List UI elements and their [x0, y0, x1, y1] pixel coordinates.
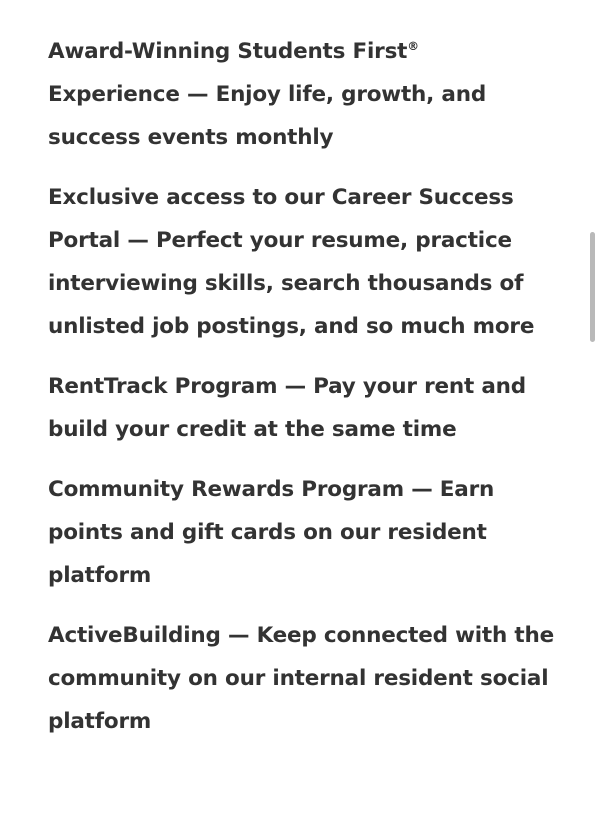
list-item: [48, 176, 554, 348]
list-item: [48, 30, 554, 159]
list-item: [48, 365, 554, 451]
benefit-rest-text: Experience — Enjoy life, growth, and success events monthly: [48, 82, 487, 150]
benefit-lead-text: Community Rewards Program: [48, 477, 404, 502]
benefit-rest-text: — Keep connected with the community on our internal resident social platform: [48, 623, 554, 734]
benefit-lead-text: RentTrack Program: [48, 374, 278, 399]
benefit-lead-text: Exclusive access to our Career Success Portal: [48, 185, 514, 253]
vertical-scrollbar-thumb[interactable]: [590, 232, 595, 342]
benefit-lead-text: ActiveBuilding: [48, 623, 221, 648]
list-item: [48, 468, 554, 597]
benefit-rest-text: — Earn points and gift cards on our resident platform: [48, 477, 495, 588]
vertical-scrollbar-track[interactable]: [589, 0, 595, 838]
benefit-lead-text: Award-Winning Students First: [48, 39, 408, 64]
benefit-rest-text: — Pay your rent and build your credit at the same time: [48, 374, 526, 442]
list-item: [48, 614, 554, 743]
registered-trademark-icon: ®: [407, 38, 419, 53]
benefits-list: [48, 30, 554, 743]
benefit-rest-text: — Perfect your resume, practice interviewing skills, search thousands of unlisted job postings, and so much more: [48, 228, 535, 339]
